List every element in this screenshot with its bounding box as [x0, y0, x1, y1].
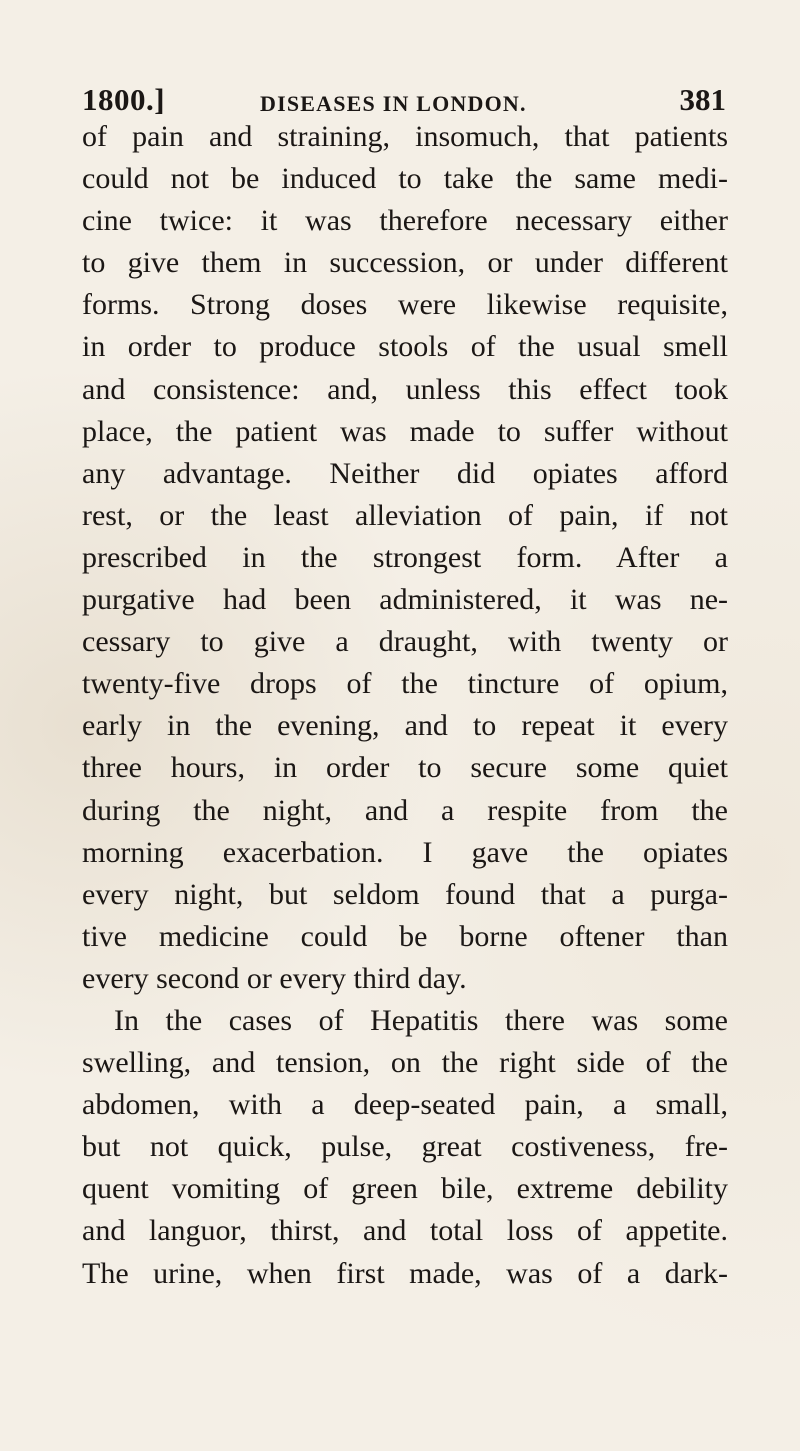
text-line: quent vomiting of green bile, extreme debility — [82, 1172, 728, 1206]
paragraph-end-line: every second or every third day. — [82, 961, 467, 995]
page-number: 381 — [679, 82, 726, 117]
text-line: forms. Strong doses were likewise requisite, — [82, 288, 728, 322]
text-line: swelling, and tension, on the right side of the — [82, 1046, 728, 1080]
text-line: purgative had been administered, it was ne- — [82, 583, 728, 617]
text-line: any advantage. Neither did opiates afford — [82, 456, 728, 490]
text-line: of pain and straining, insomuch, that patients — [82, 120, 728, 153]
text-line: could not be induced to take the same medi- — [82, 162, 728, 196]
body-text — [82, 116, 728, 1295]
text-line: cine twice: it was therefore necessary either — [82, 204, 728, 238]
text-line: during the night, and a respite from the — [82, 793, 728, 827]
text-line: and consistence: and, unless this effect took — [82, 372, 728, 406]
text-line: place, the patient was made to suffer without — [82, 414, 728, 448]
text-line: tive medicine could be borne oftener than — [82, 919, 728, 953]
text-line: three hours, in order to secure some quiet — [82, 751, 728, 785]
paragraph-start-line: In the cases of Hepatitis there was some — [114, 1003, 728, 1037]
text-line: every night, but seldom found that a purga- — [82, 877, 728, 911]
text-line: abdomen, with a deep-seated pain, a small, — [82, 1088, 728, 1122]
text-line: morning exacerbation. I gave the opiates — [82, 835, 728, 869]
text-line: prescribed in the strongest form. After a — [82, 540, 728, 574]
text-line: but not quick, pulse, great costiveness, fre- — [82, 1130, 728, 1164]
running-head-year: 1800.] — [82, 82, 166, 117]
text-line: The urine, when first made, was of a dark- — [82, 1256, 728, 1290]
text-line: in order to produce stools of the usual smell — [82, 330, 728, 364]
text-line: and languor, thirst, and total loss of appetite. — [82, 1214, 728, 1248]
text-line: twenty-five drops of the tincture of opium, — [82, 667, 728, 701]
text-line: to give them in succession, or under different — [82, 246, 728, 280]
text-line: early in the evening, and to repeat it every — [82, 709, 728, 743]
running-head-title: DISEASES IN LONDON. — [260, 91, 527, 116]
text-line: rest, or the least alleviation of pain, if not — [82, 498, 728, 532]
text-line: cessary to give a draught, with twenty or — [82, 625, 728, 659]
